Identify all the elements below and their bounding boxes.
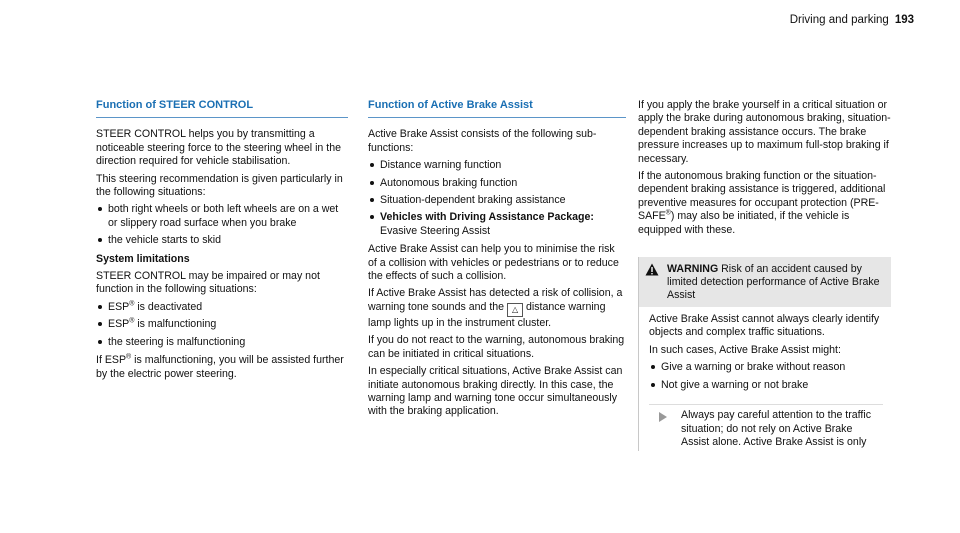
list-item: Situation-dependent braking assistance xyxy=(368,194,626,207)
bullet-list xyxy=(368,159,626,238)
page-header xyxy=(790,14,914,26)
bullet-list xyxy=(96,301,348,349)
text: If the autonomous braking function or the situation-dependent braking assistance is triggered, additional preventive measures for occupant protection (PRE-SAFE xyxy=(638,170,886,223)
bullet-list xyxy=(96,203,348,247)
paragraph: This steering recommendation is given particularly in the following situations: xyxy=(96,172,343,199)
esp-text: ESP xyxy=(108,318,130,331)
paragraph: Active Brake Assist consists of the following sub-functions: xyxy=(368,128,597,154)
list-item xyxy=(96,301,348,314)
warning-triangle-icon xyxy=(645,263,659,280)
section-title: Driving and parking xyxy=(789,14,889,26)
list-item: Distance warning function xyxy=(368,159,626,172)
paragraph xyxy=(638,170,891,237)
bullet-list xyxy=(649,361,883,392)
list-item: Autonomous braking function xyxy=(368,177,626,190)
list-item xyxy=(368,211,626,238)
instruction-note xyxy=(649,404,883,451)
warning-header xyxy=(639,257,891,307)
vehicles-value: Evasive Steering Assist xyxy=(380,224,491,237)
paragraph: If you apply the brake yourself in a critical situation or apply the brake during autonomous braking, situation-dependent braking assistance occurs. The brake pressure increases up to maximum full-stop braking if necessary. xyxy=(638,99,891,165)
registered-mark: ® xyxy=(129,300,135,308)
column-active-brake-assist xyxy=(368,99,626,423)
esp-text: ESP xyxy=(108,300,130,313)
heading-steer-control: Function of STEER CONTROL xyxy=(96,99,348,118)
heading-active-brake-assist: Function of Active Brake Assist xyxy=(368,99,626,118)
text: ) may also be initiated, if the vehicle is equipped with these. xyxy=(638,210,850,236)
paragraph xyxy=(96,354,348,381)
paragraph: In especially critical situations, Active Brake Assist can initiate autonomous braking directly. In this case, the warning lamp and warning tone occur simultaneously with the braking application. xyxy=(368,365,623,418)
paragraph: If you do not react to the warning, autonomous braking can be initiated in critical situations. xyxy=(368,334,625,360)
column-continued xyxy=(638,99,891,451)
text: distance warning lamp lights up in the instrument cluster. xyxy=(368,300,606,329)
text: If Active Brake Assist has detected a risk of collision, a warning tone sounds and the xyxy=(368,287,623,313)
list-item: the steering is malfunctioning xyxy=(96,336,348,349)
distance-warning-lamp-icon: △ xyxy=(507,303,523,317)
list-item-text: is deactivated xyxy=(137,300,203,313)
list-item xyxy=(96,318,348,331)
text: is malfunctioning, you will be assisted further by the electric power steering. xyxy=(96,354,344,380)
warning-label: WARNING xyxy=(667,263,719,276)
list-item: Not give a warning or not brake xyxy=(649,379,883,392)
note-text: Always pay careful attention to the traffic situation; do not rely on Active Brake Assist alone. Active Brake Assist is only xyxy=(681,409,872,448)
paragraph xyxy=(368,287,626,330)
warning-box xyxy=(638,257,891,451)
paragraph: Active Brake Assist cannot always clearly identify objects and complex traffic situations. xyxy=(649,313,880,339)
vehicles-label: Vehicles with Driving Assistance Package: xyxy=(380,211,594,224)
list-item-text: is malfunctioning xyxy=(137,318,217,331)
registered-mark: ® xyxy=(129,317,135,325)
paragraph: STEER CONTROL may be impaired or may not function in the following situations: xyxy=(96,270,320,296)
registered-mark: ® xyxy=(665,209,671,217)
paragraph: In such cases, Active Brake Assist might: xyxy=(649,343,841,356)
list-item: Give a warning or brake without reason xyxy=(649,361,883,374)
warning-text: Risk of an accident caused by limited detection performance of Active Brake Assist xyxy=(667,263,880,302)
play-arrow-icon xyxy=(659,412,667,426)
paragraph: Active Brake Assist can help you to minimise the risk of a collision with vehicles or pedestrians or to reduce the effects of such a collision. xyxy=(368,243,619,283)
paragraph: STEER CONTROL helps you by transmitting a noticeable steering force to the steering wheel in the direction required for vehicle stabilisation. xyxy=(96,128,341,168)
warning-body xyxy=(639,307,891,451)
column-steer-control xyxy=(96,99,348,385)
subheading-system-limitations: System limitations xyxy=(96,252,190,265)
text: If ESP xyxy=(96,354,127,367)
page-number: 193 xyxy=(894,14,914,26)
list-item: both right wheels or both left wheels are on a wet or slippery road surface when you brake xyxy=(96,203,348,230)
registered-mark: ® xyxy=(126,353,132,361)
list-item: the vehicle starts to skid xyxy=(96,234,348,247)
